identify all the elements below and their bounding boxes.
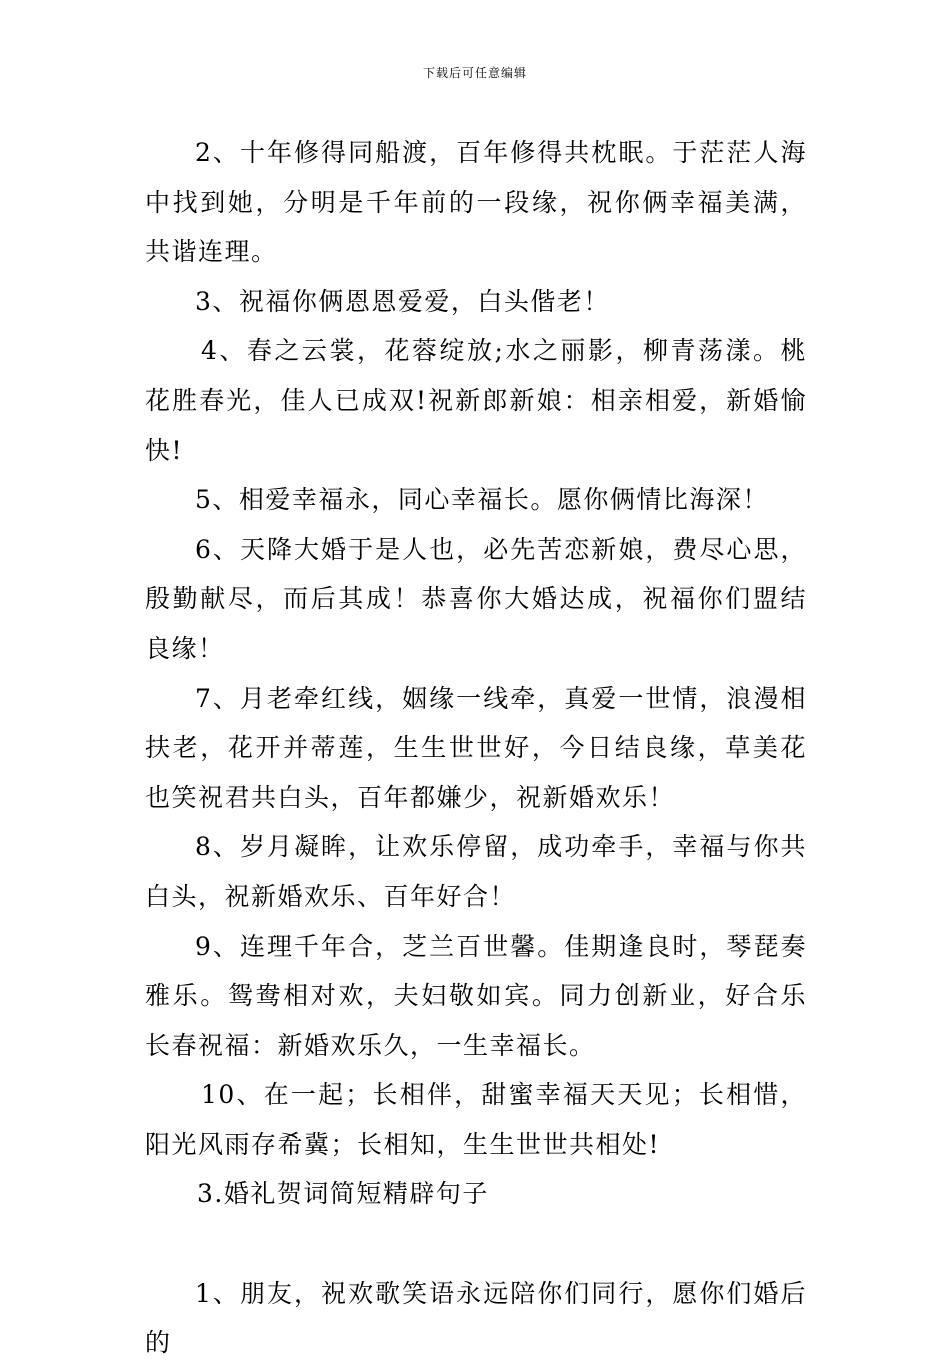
wish-paragraph-5: 5、相爱幸福永，同心幸福长。愿你俩情比海深！ (195, 485, 769, 515)
blank-line (145, 1219, 807, 1269)
wish-paragraph-2: 2、十年修得同船渡，百年修得共枕眠。于茫茫人海中找到她，分明是千年前的一段缘，祝你俩幸福美满，共谐连理。 (145, 138, 807, 267)
document-body (145, 128, 807, 1368)
wish-paragraph-10: 10、在一起；长相伴，甜蜜幸福天天见；长相惜，阳光风雨存希冀；长相知，生生世世共相处! (145, 1080, 807, 1159)
wish-paragraph-9: 9、连理千年合，芝兰百世馨。佳期逢良时，琴琵奏雅乐。鸳鸯相对欢，夫妇敬如宾。同力创新业，好合乐长春祝福：新婚欢乐久，一生幸福长。 (145, 931, 807, 1060)
wish-paragraph-1-next-section: 1、朋友，祝欢歌笑语永远陪你们同行，愿你们婚后的 (145, 1278, 807, 1358)
wish-paragraph-4: 4、春之云裳，花蓉绽放;水之丽影，柳青荡漾。桃花胜春光，佳人已成双!祝新郎新娘：相亲相爱，新婚愉快! (145, 336, 807, 465)
section-heading: 3.婚礼贺词简短精辟句子 (197, 1179, 489, 1209)
page-header: 下载后可任意编辑 (422, 66, 527, 80)
wish-paragraph-6: 6、天降大婚于是人也，必先苦恋新娘，费尽心思，殷勤献尽，而后其成！恭喜你大婚达成，祝福你们盟结良缘！ (145, 534, 807, 663)
wish-paragraph-8: 8、岁月凝眸，让欢乐停留，成功牵手，幸福与你共白头，祝新婚欢乐、百年好合！ (145, 832, 807, 911)
wish-paragraph-7: 7、月老牵红线，姻缘一线牵，真爱一世情，浪漫相扶老，花开并蒂莲，生生世世好，今日结良缘，草美花也笑祝君共白头，百年都嫌少，祝新婚欢乐！ (145, 683, 807, 812)
wish-paragraph-3: 3、祝福你俩恩恩爱爱，白头偕老！ (195, 286, 610, 316)
